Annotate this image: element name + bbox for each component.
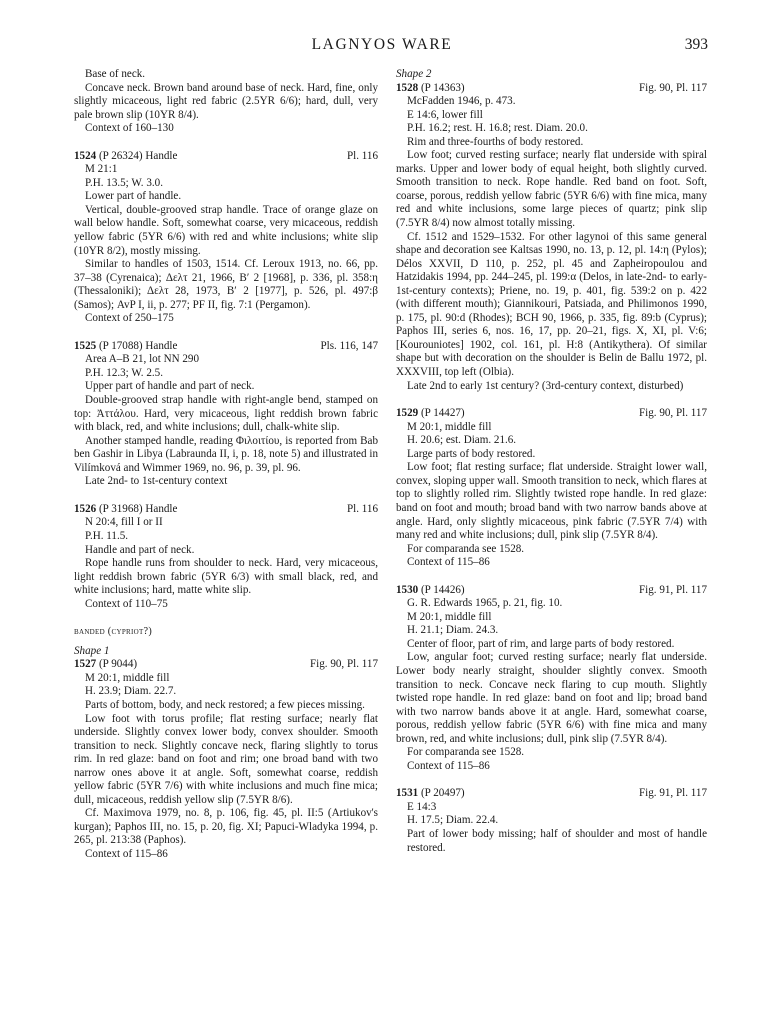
entry-context: Context of 250–175 (85, 312, 174, 325)
figure-reference: Fig. 90, Pl. 117 (638, 81, 707, 94)
entry-title: Handle (145, 502, 178, 515)
left-column (74, 68, 378, 862)
entry-bibliography: McFadden 1946, p. 473. (407, 95, 516, 108)
entry-context: Context of 115–86 (85, 847, 168, 860)
inventory-number: (P 14426) (420, 583, 465, 596)
intro-line-1: Base of neck. (85, 68, 146, 80)
entry-context: Late 2nd- to 1st-century context (85, 475, 228, 488)
entry-dimensions: H. 23.9; Diam. 22.7. (85, 685, 177, 698)
entry-number: 1525 (74, 339, 97, 352)
entry-heading (396, 787, 707, 801)
entry-preservation: Parts of bottom, body, and neck restored; a few pieces missing. (85, 698, 365, 711)
inventory-number: (P 9044) (98, 658, 138, 671)
inventory-number: (P 26324) (98, 149, 143, 162)
entry-heading (74, 150, 378, 164)
entry-heading (74, 658, 378, 672)
inventory-number: (P 31968) (98, 502, 143, 515)
catalog-entry-1531 (396, 787, 707, 855)
intro-context: Context of 160–130 (85, 122, 174, 135)
shape-heading: Shape 2 (396, 68, 432, 80)
intro-entry (74, 68, 378, 136)
inventory-number: (P 14427) (420, 407, 465, 420)
right-column (396, 68, 707, 855)
entry-dimensions: P.H. 16.2; rest. H. 16.8; rest. Diam. 20.0. (407, 122, 588, 135)
inventory-number: (P 20497) (420, 787, 465, 800)
entry-findspot: N 20:4, fill I or II (85, 516, 163, 529)
entry-dimensions: H. 20.6; est. Diam. 21.6. (407, 434, 517, 447)
running-head-title: LAGNYOS WARE (311, 36, 453, 53)
entry-heading (74, 503, 378, 517)
figure-reference: Fig. 91, Pl. 117 (638, 583, 707, 596)
entry-dimensions: H. 21.1; Diam. 24.3. (407, 624, 499, 637)
entry-preservation: Large parts of body restored. (407, 447, 536, 460)
entry-description: Low foot with torus profile; flat resting surface; nearly flat underside. Slightly convex lower body, convex shoulder. Smooth transition to neck. Slightly concave neck, flaring slightly to torus rim. In red glaze: band on foot and rim; one broad band with two narrow ones above it at angle. Soft, somewhat coarse, reddish yellow fabric (5YR 7/6) with white inclusions and much fine mica; dull, micaceous, reddish yellow slip (7.5YR 8/6). (74, 712, 378, 806)
catalog-entry-1527 (74, 658, 378, 861)
page-number: 393 (684, 36, 708, 53)
entry-preservation: Upper part of handle and part of neck. (85, 380, 255, 393)
section-heading: banded (cypriot?) (74, 626, 153, 638)
entry-title: Handle (145, 149, 178, 162)
entry-dimensions: P.H. 11.5. (85, 529, 129, 542)
entry-preservation: Part of lower body missing; half of shoulder and most of handle restored. (407, 827, 707, 854)
entry-findspot: Area A–B 21, lot NN 290 (85, 353, 200, 366)
entry-number: 1529 (396, 407, 419, 420)
intro-description: Concave neck. Brown band around base of neck. Hard, fine, only slightly micaceous, light red fabric (2.5YR 6/6); hard, dull, very pale brown slip (10YR 8/4). (74, 81, 378, 121)
entry-heading (396, 82, 707, 96)
entry-context: Late 2nd to early 1st century? (3rd-century context, disturbed) (407, 379, 684, 392)
entry-preservation: Rim and three-fourths of body restored. (407, 135, 584, 148)
entry-heading (396, 407, 707, 421)
catalog-entry-1524 (74, 150, 378, 326)
entry-heading (74, 340, 378, 354)
entry-title: Handle (145, 339, 178, 352)
entry-description: Rope handle runs from shoulder to neck. Hard, very micaceous, light reddish brown fabric (5YR 6/3) with small black, red, and white inclusions; hard, matte white slip. (74, 557, 378, 597)
entry-dimensions: H. 17.5; Diam. 22.4. (407, 814, 499, 827)
entry-number: 1524 (74, 149, 97, 162)
entry-description: Double-grooved strap handle with right-angle bend, stamped on top: Ἀττάλου. Hard, very micaceous, light reddish brown fabric with black, red, and white inclusions; dull, chalk-white slip. (74, 394, 378, 434)
catalog-entry-1526 (74, 503, 378, 611)
entry-comparanda: Similar to handles of 1503, 1514. Cf. Leroux 1913, no. 66, pp. 37–38 (Cyrenaica); Δελτ 21, 1966, Β′ 2 [1968], p. 336, pl. 358:η (Thessaloniki); Δελτ 28, 1973, Β′ 2 [1977], p. 526, pl. 497:β (Samos); AvP I, ii, p. 277; PF II, fig. 7:1 (Pergamon). (74, 258, 378, 311)
plate-reference: Pls. 116, 147 (320, 339, 378, 352)
entry-number: 1528 (396, 81, 419, 94)
entry-description: Vertical, double-grooved strap handle. Trace of orange glaze on wall below handle. Soft, somewhat coarse, very micaceous, reddish yellow fabric (5YR 6/6) with red and white inclusions; white slip (10YR 8/2), mostly missing. (74, 203, 378, 257)
entry-heading (396, 584, 707, 598)
plate-reference: Pl. 116 (346, 502, 378, 515)
figure-reference: Fig. 90, Pl. 117 (309, 658, 378, 671)
entry-number: 1527 (74, 658, 97, 671)
entry-bibliography: G. R. Edwards 1965, p. 21, fig. 10. (407, 597, 563, 610)
catalog-entry-1530 (396, 584, 707, 774)
entry-description: Low foot; flat resting surface; flat underside. Straight lower wall, convex, sloping upper wall. Smooth transition to neck, which flares at top to slightly rolled rim. Slightly twisted rope handle. In red glaze: band on foot and mouth; broad band with two narrow bands above at angle. Hard, only slightly micaceous, pink fabric (7.5YR 7/4) with many red and white inclusions; dull, pink slip (7.5YR 8/4). (396, 461, 707, 542)
entry-context: Context of 115–86 (407, 556, 490, 569)
entry-context: Context of 115–86 (407, 759, 490, 772)
entry-findspot: M 20:1, middle fill (407, 420, 492, 433)
catalog-entry-1525 (74, 340, 378, 489)
entry-findspot: E 14:6, lower fill (407, 108, 483, 121)
figure-reference: Fig. 91, Pl. 117 (638, 787, 707, 800)
entry-dimensions: P.H. 13.5; W. 3.0. (85, 176, 163, 189)
entry-description: Low, angular foot; curved resting surface; nearly flat underside. Lower body nearly straight, shoulder slightly convex. Smooth transition to neck. Concave neck flaring to cup mouth. Slightly twisted rope handle. In red glaze: band on foot and lip; broad band with two narrow bands above it at angle. Hard, somewhat coarse, porous, reddish yellow fabric (5YR 6/6) with fine mica and many brown, red, and white inclusions; dull, pink slip (7.5YR 8/4). (396, 651, 707, 745)
entry-comparanda: For comparanda see 1528. (407, 542, 525, 555)
shape-heading: Shape 1 (74, 644, 110, 657)
entry-number: 1526 (74, 502, 97, 515)
entry-findspot: E 14:3 (407, 800, 437, 813)
entry-findspot: M 20:1, middle fill (85, 671, 170, 684)
entry-number: 1530 (396, 583, 419, 596)
entry-findspot: M 20:1, middle fill (407, 610, 492, 623)
inventory-number: (P 14363) (420, 81, 465, 94)
catalog-entry-1528 (396, 82, 707, 394)
entry-dimensions: P.H. 12.3; W. 2.5. (85, 366, 163, 379)
entry-comparanda: For comparanda see 1528. (407, 746, 525, 759)
entry-preservation: Handle and part of neck. (85, 543, 195, 556)
entry-comparanda: Cf. Maximova 1979, no. 8, p. 106, fig. 45, pl. II:5 (Artiukov's kurgan); Paphos III, no. 15, p. 20, fig. XI; Papuci-Wladyka 1994, p. 265, pl. 213:38 (Paphos). (74, 807, 378, 847)
entry-findspot: M 21:1 (85, 163, 118, 176)
entry-comparanda: Cf. 1512 and 1529–1532. For other lagynoi of this same general shape and decoration see Kaltsas 1990, no. 13, p. 12, pl. 14:η (Pylos); Délos XXVII, D 110, p. 252, pl. 45 and Zapheiropoulou and Hatzidakis 1994, pp. 244–245, pl. 199:α (Delos, in late-2nd- to early-1st-century contexts); Priene, no. 19, p. 401, fig. 539:2 on p. 422 (with different mouth); Giannikouri, Patsiada, and Philimonos 1990, p. 175, pl. 90:d (Rhodes); BCH 90, 1966, p. 335, fig. 89:b (Cyprus); Paphos III, series 6, nos. 16, 17, pp. 20–21, figs. X, XI, pl. V:6; [Kourouniotes] 1902, col. 161, pl. H:8 (Antikythera). Of similar shape but with decoration on the shoulder is Belin de Ballu 1972, pl. XXXVIII, top left (Olbia). (396, 230, 707, 379)
catalog-entry-1529 (396, 407, 707, 570)
entry-context: Context of 110–75 (85, 597, 168, 610)
entry-preservation: Center of floor, part of rim, and large parts of body restored. (407, 637, 675, 650)
entry-number: 1531 (396, 787, 419, 800)
entry-description: Low foot; curved resting surface; nearly flat underside with spiral marks. Upper and lower body of equal height, both slightly curved. Smooth transition to neck. Rope handle. Red band on foot. Soft, coarse, porous, reddish yellow fabric (5YR 6/6) with fine mica, many red and white inclusions, some large pieces of quartz; pink slip (7.5YR 8/4) now almost totally missing. (396, 149, 707, 230)
figure-reference: Fig. 90, Pl. 117 (638, 407, 707, 420)
entry-preservation: Lower part of handle. (85, 190, 182, 203)
entry-comparanda: Another stamped handle, reading Φιλοιτίου, is reported from Bab ben Gashir in Libya (Labraunda II, i, p. 18, note 5) and illustrated in Vilímková and Wimmer 1969, no. 96, p. 39, pl. 96. (74, 434, 378, 474)
plate-reference: Pl. 116 (346, 149, 378, 162)
inventory-number: (P 17088) (98, 339, 143, 352)
